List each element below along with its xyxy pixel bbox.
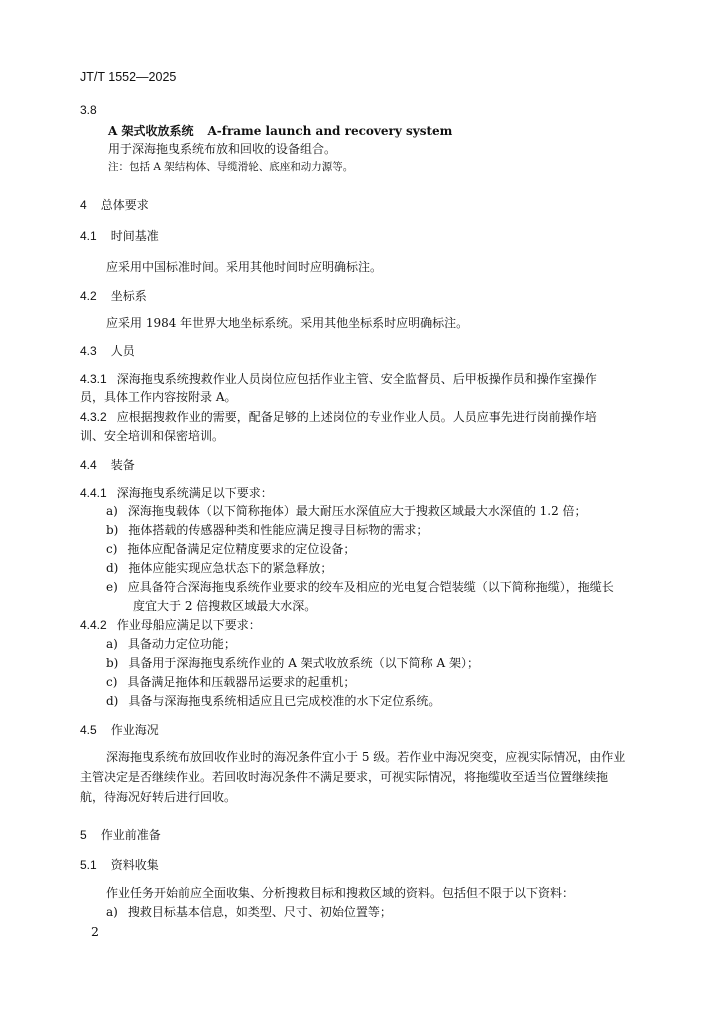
term-definition: 用于深海拖曳系统布放和回收的设备组合。 bbox=[108, 142, 337, 156]
list-marker: d) bbox=[106, 561, 119, 575]
clause-4-3-2-text: 应根据搜救作业的需要，配备足够的上述岗位的专业作业人员。人员应事先进行岗前操作培 bbox=[116, 410, 597, 424]
list-item-continuation: 度宜大于 2 倍搜救区域最大水深。 bbox=[133, 599, 317, 613]
section-4-4-number: 4.4 bbox=[80, 458, 97, 472]
clause-4-3-2-number: 4.3.2 bbox=[80, 410, 107, 424]
section-4-1-heading bbox=[80, 225, 646, 247]
chapter-5-number: 5 bbox=[80, 828, 87, 842]
section-5-1-heading bbox=[80, 854, 646, 876]
section-4-5-heading bbox=[80, 719, 646, 741]
chapter-4-number: 4 bbox=[80, 198, 87, 212]
section-5-1-title: 资料收集 bbox=[110, 858, 159, 872]
term-cn: A 架式收放系统 bbox=[108, 124, 194, 138]
clause-4-3-1-text: 深海拖曳系统搜救作业人员岗位应包括作业主管、安全监督员、后甲板操作员和操作室操作 bbox=[116, 372, 597, 386]
page-number: 2 bbox=[91, 924, 99, 939]
clause-4-4-1-intro-text: 深海拖曳系统满足以下要求： bbox=[116, 486, 273, 500]
section-4-5-number: 4.5 bbox=[80, 723, 97, 737]
list-item bbox=[106, 901, 672, 923]
clause-number-3-8: 3.8 bbox=[80, 103, 97, 117]
section-4-3-title: 人员 bbox=[110, 344, 135, 358]
clause-4-3-1-number: 4.3.1 bbox=[80, 372, 107, 386]
list-text: 拖体搭载的传感器种类和性能应满足搜寻目标物的需求； bbox=[128, 523, 429, 537]
section-4-2-number: 4.2 bbox=[80, 289, 97, 303]
section-4-5-title: 作业海况 bbox=[110, 723, 159, 737]
clause-4-4-2-number: 4.4.2 bbox=[80, 618, 107, 632]
section-5-1-body: 作业任务开始前应全面收集、分析搜救目标和搜救区域的资料。包括但不限于以下资料： bbox=[106, 886, 575, 900]
clause-4-3-2-line-2: 训、安全培训和保密培训。 bbox=[80, 429, 225, 443]
clause-4-4-1-number: 4.4.1 bbox=[80, 486, 107, 500]
list-marker: a) bbox=[106, 905, 118, 919]
section-5-1-number: 5.1 bbox=[80, 858, 97, 872]
section-4-5-line-3: 航，待海况好转后进行回收。 bbox=[80, 790, 237, 804]
list-marker: d) bbox=[106, 694, 119, 708]
list-marker: b) bbox=[106, 656, 119, 670]
list-text: 应具备符合深海拖曳系统作业要求的绞车及相应的光电复合铠装缆（以下简称拖缆），拖缆长 bbox=[127, 580, 614, 594]
list-text: 拖体应配备满足定位精度要求的定位设备； bbox=[127, 542, 356, 556]
list-item bbox=[106, 690, 672, 712]
chapter-5-title: 作业前准备 bbox=[100, 828, 161, 842]
section-4-1-title: 时间基准 bbox=[110, 229, 159, 243]
section-4-1-number: 4.1 bbox=[80, 229, 97, 243]
term-note: 注：包括 A 架结构体、导缆滑轮、底座和动力源等。 bbox=[108, 161, 354, 173]
list-text: 搜救目标基本信息，如类型、尺寸、初始位置等； bbox=[127, 905, 392, 919]
chapter-4-heading bbox=[80, 194, 646, 216]
list-marker: e) bbox=[106, 580, 118, 594]
section-4-2-heading bbox=[80, 285, 646, 307]
section-4-3-number: 4.3 bbox=[80, 344, 97, 358]
list-marker: c) bbox=[106, 542, 118, 556]
section-4-5-line-2: 主管决定是否继续作业。若回收时海况条件不满足要求，可视实际情况，将拖缆收至适当位置继续拖 bbox=[80, 770, 609, 784]
chapter-5-heading bbox=[80, 824, 646, 846]
list-text: 深海拖曳载体（以下简称拖体）最大耐压水深值应大于搜救区域最大水深值的 1.2 倍； bbox=[127, 504, 587, 518]
section-4-4-title: 装备 bbox=[110, 458, 135, 472]
list-marker: a) bbox=[106, 504, 118, 518]
section-4-2-title: 坐标系 bbox=[110, 289, 147, 303]
section-4-5-line-1: 深海拖曳系统布放回收作业时的海况条件宜小于 5 级。若作业中海况突变，应视实际情况，由作业 bbox=[106, 750, 626, 764]
list-text: 具备用于深海拖曳系统作业的 A 架式收放系统（以下简称 A 架）； bbox=[128, 656, 479, 670]
list-text: 拖体应能实现应急状态下的紧急释放； bbox=[128, 561, 333, 575]
section-4-1-body: 应采用中国标准时间。采用其他时间时应明确标注。 bbox=[106, 260, 383, 274]
section-4-4-heading bbox=[80, 454, 646, 476]
list-text: 具备满足拖体和压载器吊运要求的起重机； bbox=[127, 675, 356, 689]
list-marker: a) bbox=[106, 637, 118, 651]
term-en: A-frame launch and recovery system bbox=[207, 124, 453, 138]
standard-number: JT/T 1552—2025 bbox=[80, 70, 177, 84]
section-4-2-body: 应采用 1984 年世界大地坐标系统。采用其他坐标系时应明确标注。 bbox=[106, 316, 469, 330]
list-marker: c) bbox=[106, 675, 118, 689]
list-marker: b) bbox=[106, 523, 119, 537]
clause-4-3-1-line-2: 员，具体工作内容按附录 A。 bbox=[80, 390, 237, 404]
list-text: 具备动力定位功能； bbox=[127, 637, 236, 651]
chapter-4-title: 总体要求 bbox=[100, 198, 149, 212]
section-4-3-heading bbox=[80, 340, 646, 362]
clause-4-4-2-intro-text: 作业母船应满足以下要求： bbox=[116, 618, 261, 632]
list-text: 具备与深海拖曳系统相适应且已完成校准的水下定位系统。 bbox=[128, 694, 441, 708]
